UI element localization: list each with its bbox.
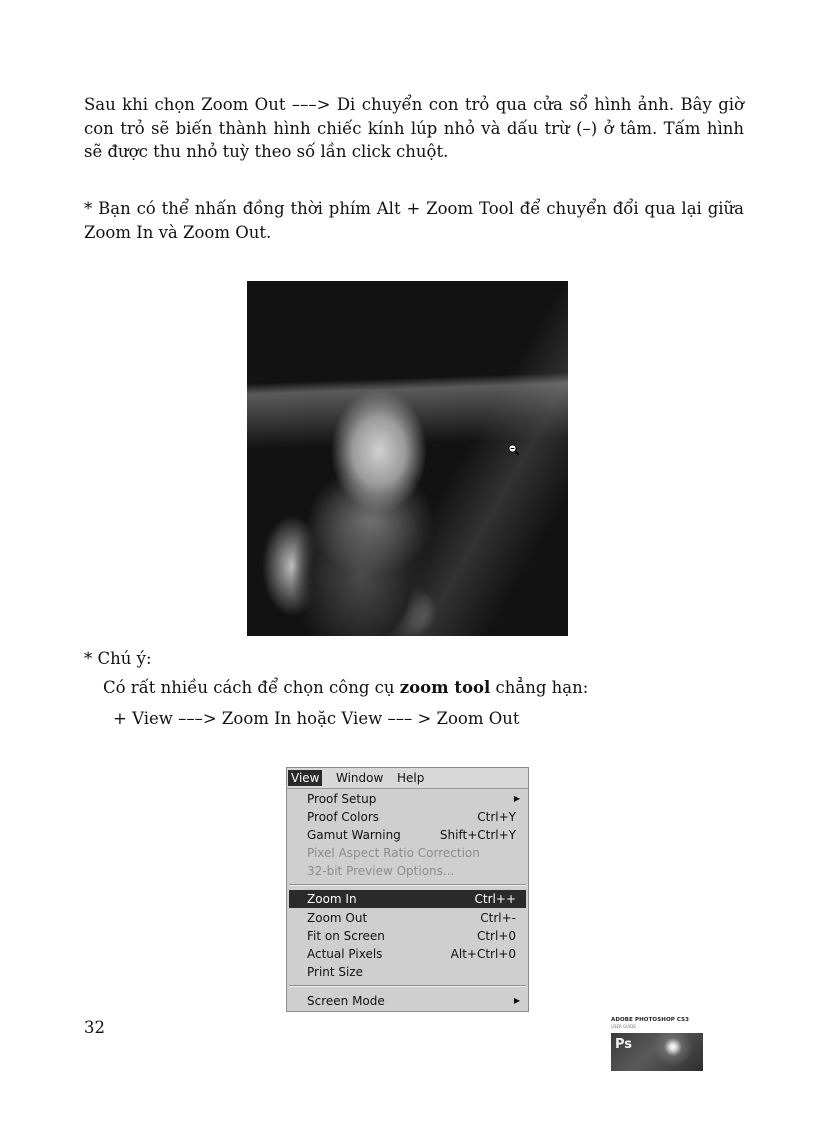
menu-path-line: + View –––> Zoom In hoặc View ––– > Zoom Out <box>113 709 520 728</box>
menu-item-shortcut: Alt+Ctrl+0 <box>450 947 516 961</box>
logo-title: ADOBE PHOTOSHOP CS3 <box>611 1017 690 1023</box>
photoshop-cs3-logo <box>611 1017 703 1071</box>
menu-item-shortcut: Ctrl++ <box>474 892 516 906</box>
menu-item-label: Pixel Aspect Ratio Correction <box>307 846 480 860</box>
menu-item-label: Zoom Out <box>307 911 368 925</box>
menu-item-gamut-warning[interactable] <box>289 826 526 844</box>
menu-item-label: Fit on Screen <box>307 929 385 943</box>
submenu-arrow-icon: ▶ <box>513 794 520 803</box>
note-line <box>103 676 588 699</box>
note-text-after: chẳng hạn: <box>490 678 589 697</box>
menu-item-label: Proof Setup <box>307 792 377 806</box>
menu-item-shortcut: Ctrl+- <box>480 911 516 925</box>
menubar <box>287 768 528 789</box>
photoshop-icon <box>611 1033 703 1071</box>
menu-item-32bit-preview <box>289 862 526 880</box>
submenu-arrow-icon: ▶ <box>513 996 520 1005</box>
menu-item-proof-colors[interactable] <box>289 808 526 826</box>
menu-item-label: Screen Mode <box>307 994 385 1008</box>
note-heading: * Chú ý: <box>84 649 152 668</box>
menu-item-zoom-in[interactable] <box>289 890 526 908</box>
zoom-out-cursor-icon <box>508 444 519 455</box>
menu-item-label: Gamut Warning <box>307 828 401 842</box>
menubar-help[interactable]: Help <box>397 771 425 785</box>
menu-item-pixel-aspect-ratio <box>289 844 526 862</box>
menu-item-label: 32-bit Preview Options... <box>307 864 455 878</box>
menu-item-label: Zoom In <box>307 892 357 906</box>
menu-item-actual-pixels[interactable] <box>289 945 526 963</box>
baby-photo <box>247 281 568 636</box>
menu-item-shortcut: Ctrl+Y <box>477 810 516 824</box>
menu-item-fit-on-screen[interactable] <box>289 927 526 945</box>
zoom-out-paragraph: Sau khi chọn Zoom Out –––> Di chuyển con trỏ qua cửa sổ hình ảnh. Bây giờ con trỏ sẽ biến thành hình chiếc kính lúp nhỏ và dấu trừ (–) ở tâm. Tấm hình sẽ được thu nhỏ tuỳ theo số lần click chuột. <box>84 95 744 161</box>
menu-item-label: Proof Colors <box>307 810 379 824</box>
menu-item-proof-setup[interactable] <box>289 790 526 808</box>
page-number: 32 <box>84 1018 105 1037</box>
menu-separator <box>289 884 526 886</box>
menubar-view[interactable]: View <box>288 770 322 786</box>
menu-item-zoom-out[interactable] <box>289 909 526 927</box>
menu-item-screen-mode[interactable] <box>289 992 526 1010</box>
menu-item-label: Print Size <box>307 965 364 979</box>
menubar-window[interactable]: Window <box>336 771 384 785</box>
menu-separator <box>289 985 526 987</box>
alt-tip-paragraph: * Bạn có thể nhấn đồng thời phím Alt + Zoom Tool để chuyển đổi qua lại giữa Zoom In và Zoom Out. <box>84 199 744 242</box>
menu-item-shortcut: Ctrl+0 <box>476 929 516 943</box>
menu-item-label: Actual Pixels <box>307 947 383 961</box>
logo-mark: Ps <box>615 1037 633 1052</box>
view-menu-screenshot <box>286 767 529 1012</box>
logo-subtitle: USER GUIDE <box>611 1024 636 1029</box>
menu-item-print-size[interactable] <box>289 963 526 981</box>
zoom-tool-term: zoom tool <box>399 678 491 697</box>
note-text-before: Có rất nhiều cách để chọn công cụ <box>103 678 400 697</box>
menu-item-shortcut: Shift+Ctrl+Y <box>439 828 516 842</box>
